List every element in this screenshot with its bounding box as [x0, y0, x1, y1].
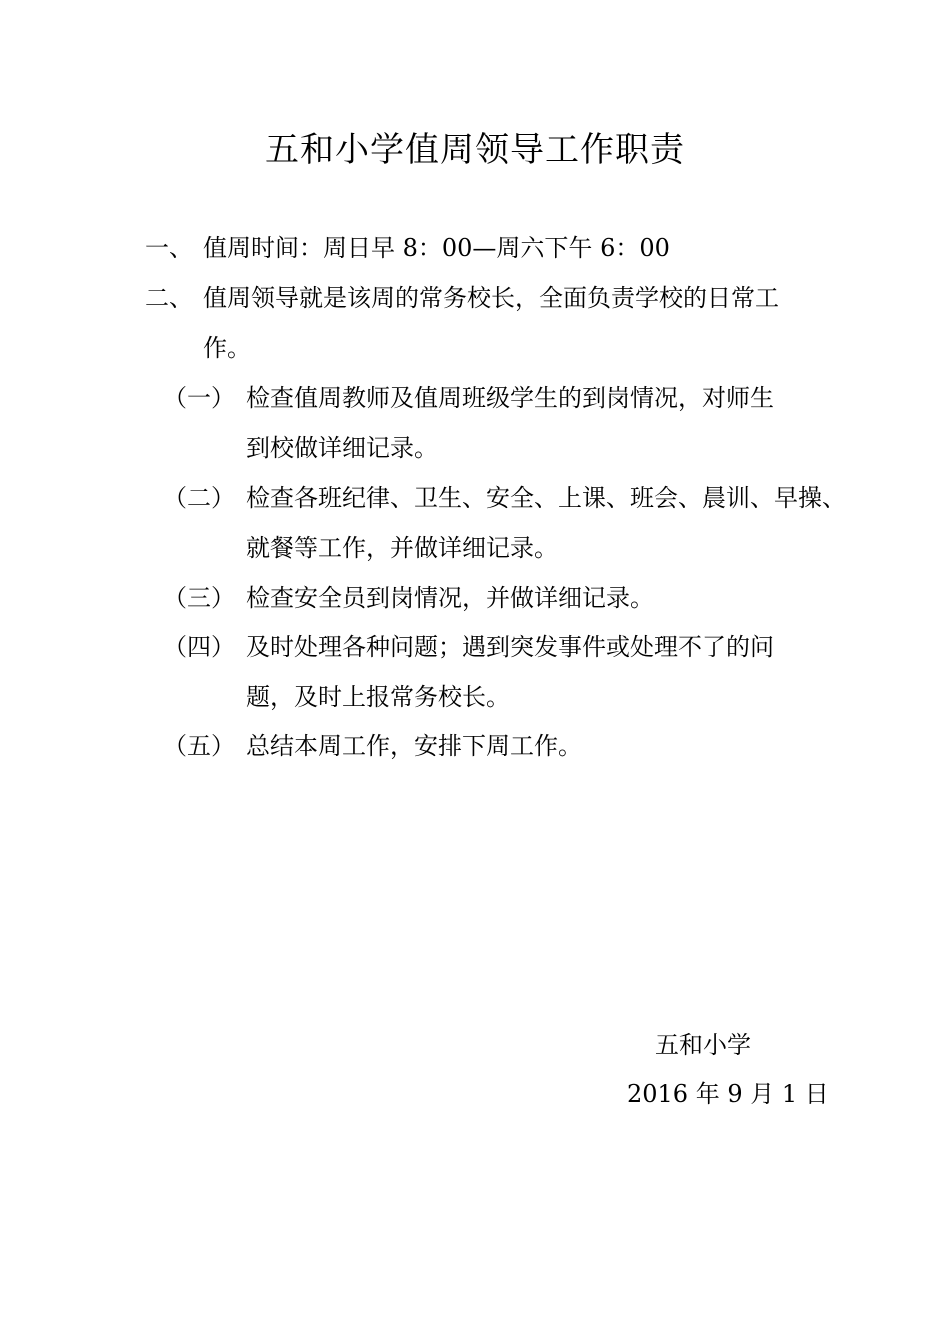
list-marker: 一、 [145, 234, 193, 262]
sub-item-text: 检查值周教师及值周班级学生的到岗情况，对师生 [246, 384, 774, 412]
sub-item-marker: （五） [163, 732, 235, 760]
sub-item-text: 就餐等工作，并做详细记录。 [246, 534, 558, 562]
signature-date: 2016 年 9 月 1 日 [627, 1080, 829, 1108]
sub-item-marker: （二） [163, 484, 235, 512]
sub-item-text: 题，及时上报常务校长。 [246, 683, 510, 711]
sub-item-text: 到校做详细记录。 [246, 434, 438, 462]
list-item-text: 值周领导就是该周的常务校长，全面负责学校的日常工 [203, 284, 779, 312]
sub-item-text: 检查各班纪律、卫生、安全、上课、班会、晨训、早操、 [246, 484, 846, 512]
sub-item-text: 总结本周工作，安排下周工作。 [246, 732, 582, 760]
sub-item-text: 检查安全员到岗情况，并做详细记录。 [246, 584, 654, 612]
sub-item-text: 及时处理各种问题；遇到突发事件或处理不了的问 [246, 633, 774, 661]
document-title: 五和小学值周领导工作职责 [265, 130, 685, 170]
sub-item-marker: （一） [163, 384, 235, 412]
list-marker: 二、 [145, 284, 193, 312]
signature-org: 五和小学 [655, 1031, 751, 1059]
list-item-text: 值周时间：周日早 8：00—周六下午 6：00 [203, 234, 670, 262]
list-item-text: 作。 [203, 334, 251, 362]
sub-item-marker: （四） [163, 633, 235, 661]
sub-item-marker: （三） [163, 584, 235, 612]
